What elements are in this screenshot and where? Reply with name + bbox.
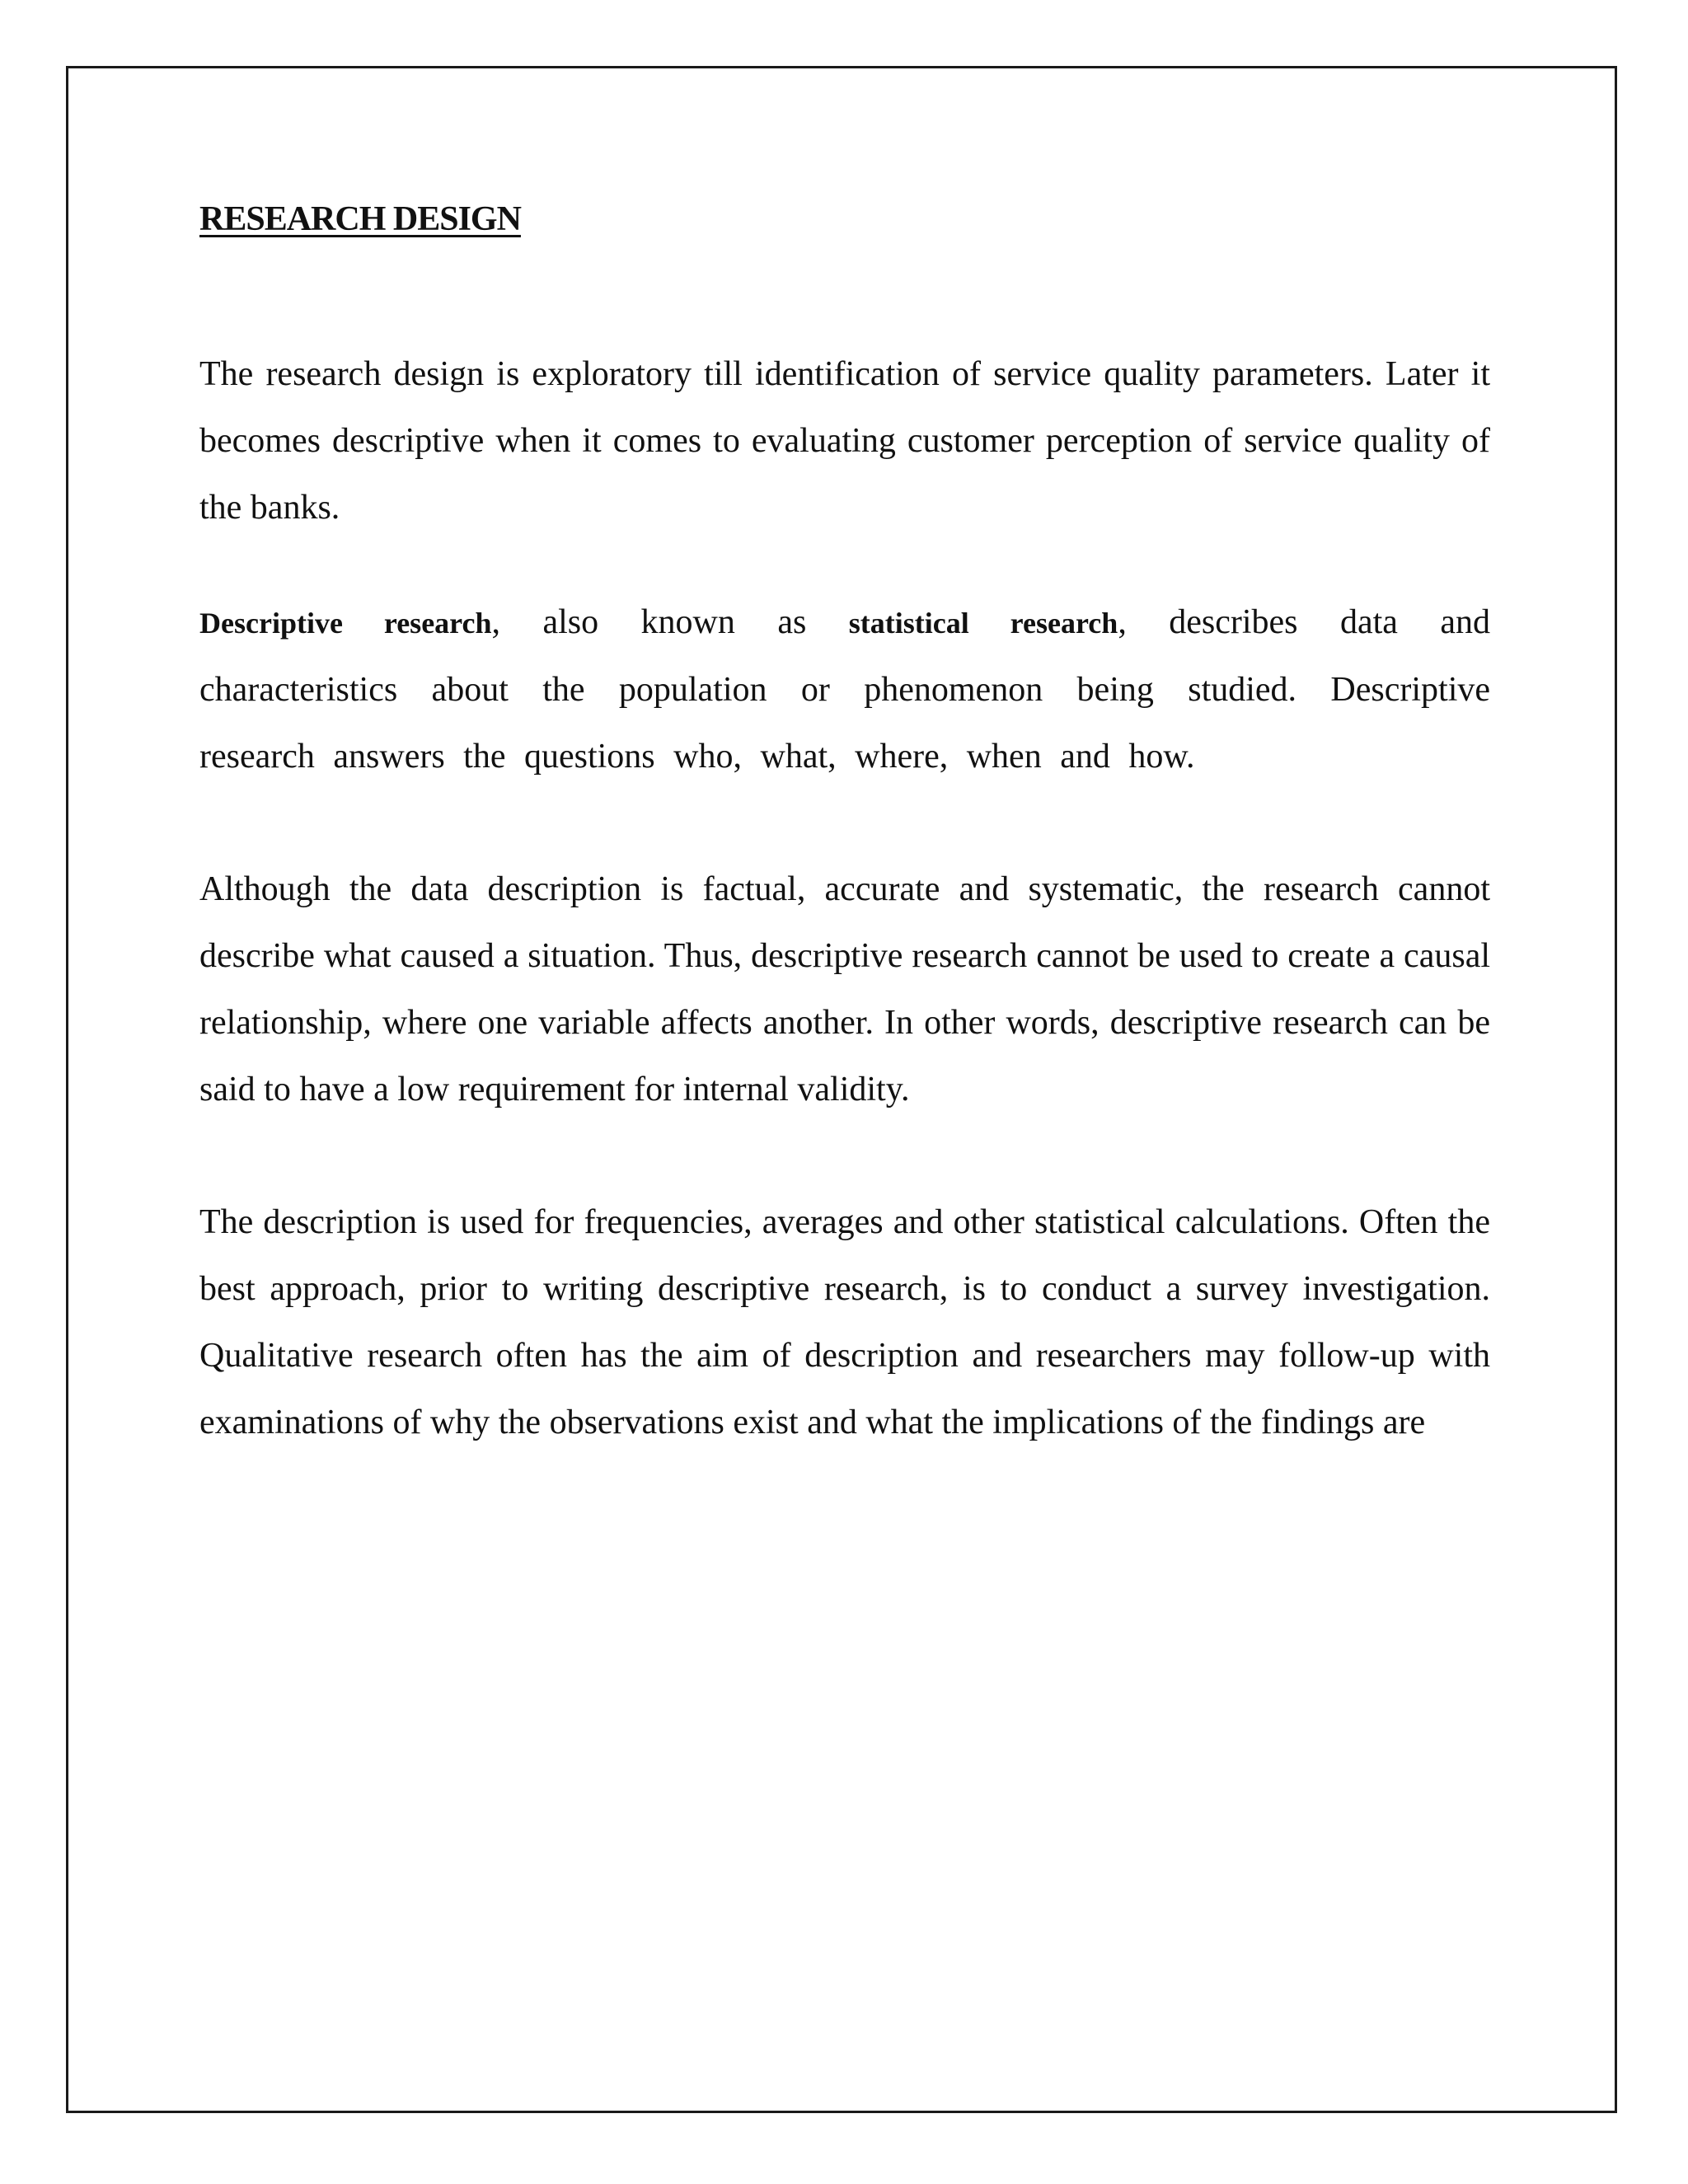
paragraph-text-fragment: , also known as [491, 603, 849, 641]
section-heading: RESEARCH DESIGN [199, 200, 521, 238]
paragraph-limitations: Although the data description is factual, accurate and systematic, the research cannot describe what caused a situation. Thus, descriptive research cannot be used to create a causal relationship, where one variable affects another. In other words, descriptive research can be said to have a low requirement for internal validity. [199, 870, 1490, 1108]
paragraph-description-uses: The description is used for frequencies, averages and other statistical calculations. Often the best approach, prior to writing descriptive research, is to conduct a survey investigation. Qualitative research often has the aim of description and researchers may follow-up with examinations of why the observations exist and what the implications of the findings are [199, 1203, 1490, 1441]
document-body [199, 190, 1490, 1522]
paragraph-descriptive-research [199, 589, 1490, 790]
term-descriptive-research: Descriptive research [199, 607, 492, 640]
paragraph-text-fragment: , describes data and characteristics about the population or phenomenon being studied. Descriptive research answers the questions who, what, where, when and how. [199, 603, 1491, 776]
paragraph-research-design: The research design is exploratory till identification of service quality parameters. Later it becomes descriptive when it comes to evaluating customer perception of service quality of the banks. [199, 355, 1490, 527]
term-statistical-research: statistical research [848, 607, 1118, 640]
